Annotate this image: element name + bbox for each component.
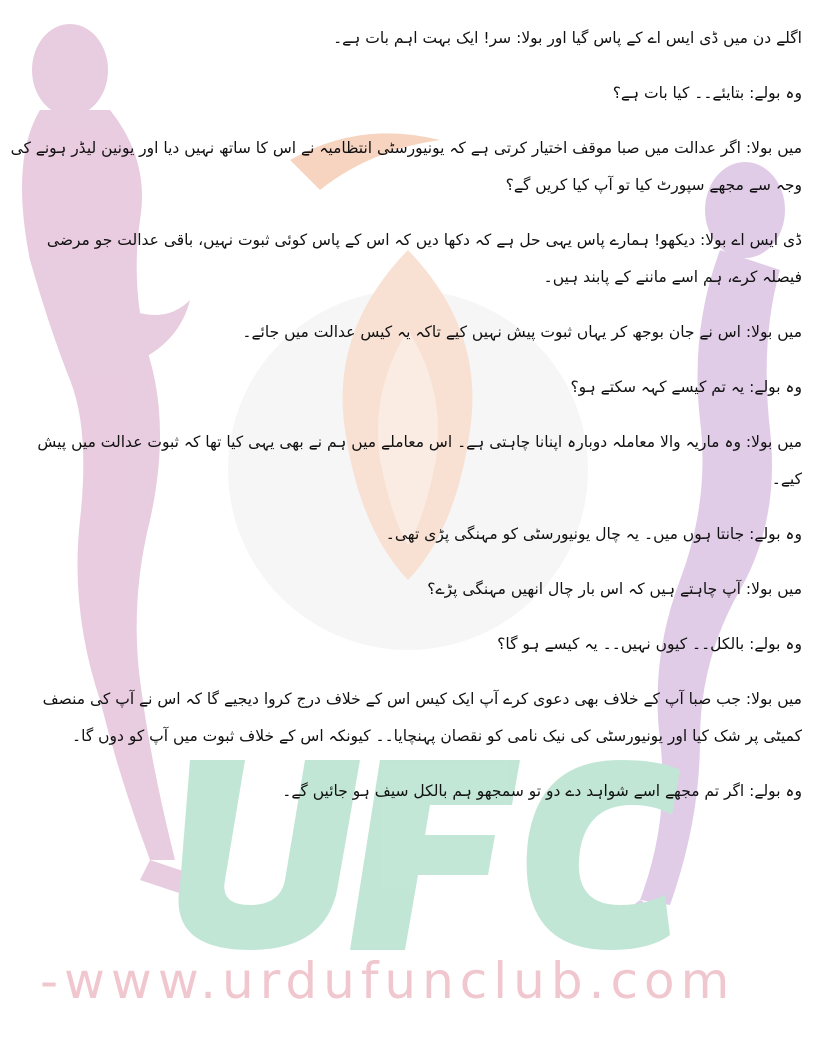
paragraph-4: ڈی ایس اے بولا: دیکھو! ہمارے پاس یہی حل ہے کہ دکھا دیں کہ اس کے پاس کوئی ثبوت نہیں، باقی عدالت جو مرضی فیصلہ کرے، ہم اسے ماننے کے پابند ہیں۔: [46, 231, 802, 286]
paragraph-12: وہ بولے: اگر تم مجھے اسے شواہد دے دو تو سمجھو ہم بالکل سیف ہو جائیں گے۔: [282, 782, 802, 800]
watermark-url: -www.urdufunclub.com: [40, 952, 736, 1010]
paragraph-9: میں بولا: آپ چاہتے ہیں کہ اس بار چال انھیں مہنگی پڑے؟: [427, 580, 802, 598]
paragraph-8: وہ بولے: جانتا ہوں میں۔ یہ چال یونیورسٹی کو مہنگی پڑی تھی۔: [385, 525, 802, 543]
paragraph-7: میں بولا: وہ ماریہ والا معاملہ دوبارہ اپنانا چاہتی ہے۔ اس معاملے میں ہم نے بھی یہی کیا تھا کہ ثبوت عدالت میں پیش کیے۔: [37, 433, 802, 488]
paragraph-5: میں بولا: اس نے جان بوجھ کر یہاں ثبوت پیش نہیں کیے تاکہ یہ کیس عدالت میں جائے۔: [242, 323, 802, 341]
paragraph-1: اگلے دن میں ڈی ایس اے کے پاس گیا اور بولا: سر! ایک بہت اہم بات ہے۔: [333, 29, 802, 47]
paragraph-11: میں بولا: جب صبا آپ کے خلاف بھی دعوی کرے آپ ایک کیس اس کے خلاف درج کروا دیجیے گا کہ اس نے آپ کی منصف کمیٹی پر شک کیا اور یونیورسٹی کی نیک نامی کو نقصان پہنچایا۔۔ کیونکہ اس کے خلاف ثبوت میں آپ کو دوں گا۔: [42, 690, 802, 745]
paragraph-2: وہ بولے: بتایئے۔۔ کیا بات ہے؟: [612, 84, 802, 102]
paragraph-6: وہ بولے: یہ تم کیسے کہہ سکتے ہو؟: [570, 378, 802, 396]
paragraph-3: میں بولا: اگر عدالت میں صبا موقف اختیار کرتی ہے کہ یونیورسٹی انتظامیہ نے اس کا ساتھ نہیں دیا اور یونین لیڈر ہونے کی وجہ سے مجھے سپورٹ کیا تو آپ کیا کریں گے؟: [10, 139, 802, 194]
paragraph-10: وہ بولے: بالکل۔۔ کیوں نہیں۔۔ یہ کیسے ہو گا؟: [497, 635, 802, 653]
